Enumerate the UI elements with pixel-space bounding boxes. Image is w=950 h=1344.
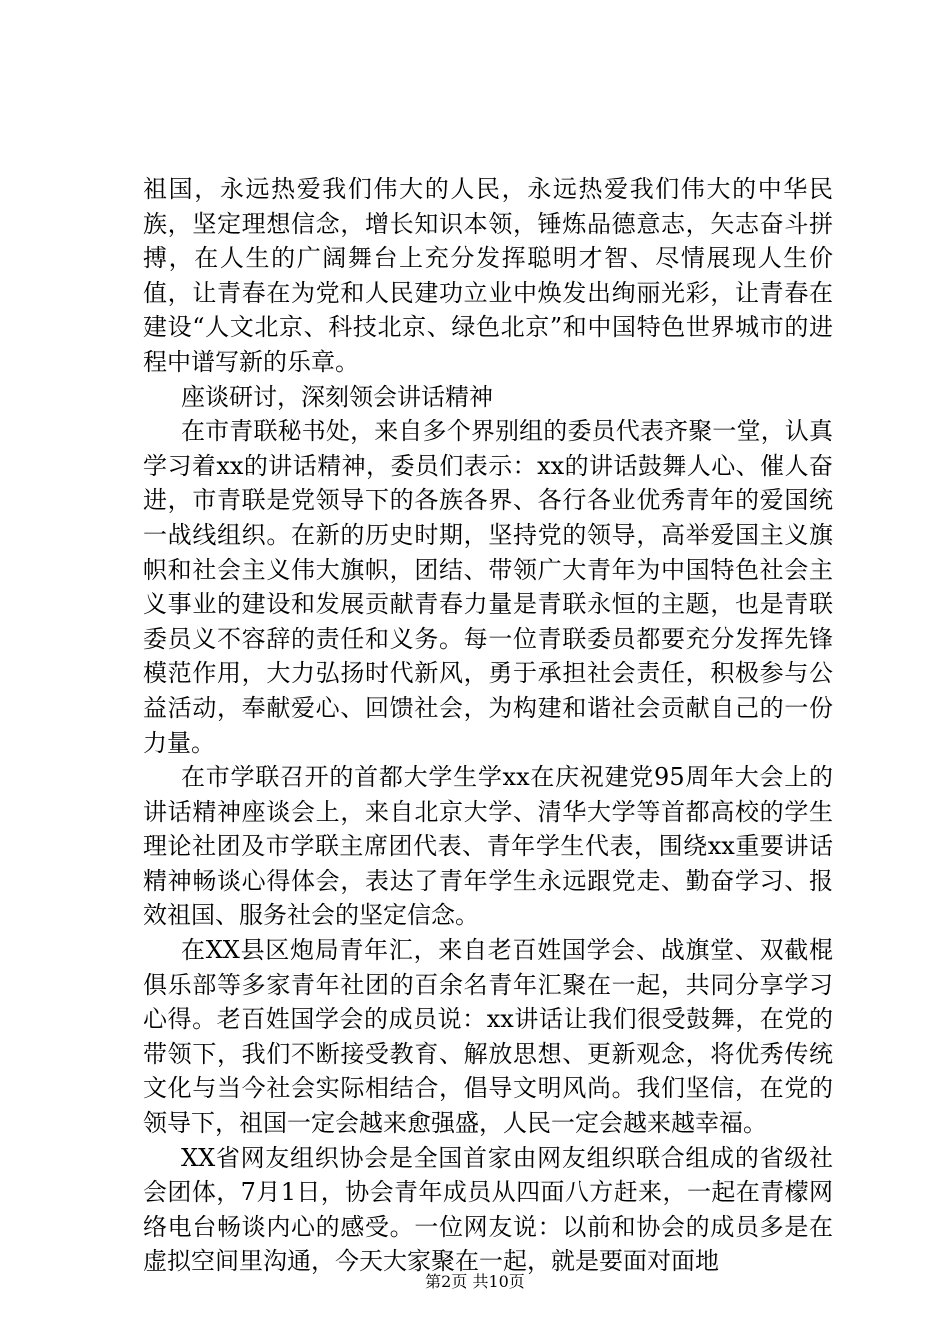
page-number-footer: 第2页 共10页 [425,1272,525,1291]
paragraph-netizen-association: XX省网友组织协会是全国首家由网友组织联合组成的省级社会团体，7月1日，协会青年成员从四面八方赶来，一起在青檬网络电台畅谈内心的感受。一位网友说：以前和协会的成员多是在虚拟空间里沟通，今天大家聚在一起，就是要面对面地 [143,1143,833,1276]
section-heading: 座谈研讨，深刻领会讲话精神 [181,382,493,411]
paragraph-youth-club: 在XX县区炮局青年汇，来自老百姓国学会、战旗堂、双截棍俱乐部等多家青年社团的百余名青年汇聚在一起，共同分享学习心得。老百姓国学会的成员说：xx讲话让我们很受鼓舞，在党的带领下，我们不断接受教育、解放思想、更新观念，将优秀传统文化与当今社会实际相结合，倡导文明风尚。我们坚信，在党的领导下，祖国一定会越来愈强盛，人民一定会越来越幸福。 [143,936,833,1138]
paragraph-youth-federation: 在市青联秘书处，来自多个界别组的委员代表齐聚一堂，认真学习着xx的讲话精神，委员们表示：xx的讲话鼓舞人心、催人奋进，市青联是党领导下的各族各界、各行各业优秀青年的爱国统一战线组织。在新的历史时期，坚持党的领导，高举爱国主义旗帜和社会主义伟大旗帜，团结、带领广大青年为中国特色社会主义事业的建设和发展贡献青春力量是青联永恒的主题，也是青联委员义不容辞的责任和义务。每一位青联委员都要充分发挥先锋模范作用，大力弘扬时代新风，勇于承担社会责任，积极参与公益活动，奉献爱心、回馈社会，为构建和谐社会贡献自己的一份力量。 [143,417,833,757]
paragraph-continuation: 祖国，永远热爱我们伟大的人民，永远热爱我们伟大的中华民族，坚定理想信念，增长知识本领，锤炼品德意志，矢志奋斗拼搏，在人生的广阔舞台上充分发挥聪明才智、尽情展现人生价值，让青春在为党和人民建功立业中焕发出绚丽光彩，让青春在建设“人文北京、科技北京、绿色北京”和中国特色世界城市的进程中谱写新的乐章。 [143,175,833,376]
document-body [143,172,833,1279]
paragraph-student-federation: 在市学联召开的首都大学生学xx在庆祝建党95周年大会上的讲话精神座谈会上，来自北京大学、清华大学等首都高校的学生理论社团及市学联主席团代表、青年学生代表，围绕xx重要讲话精神畅谈心得体会，表达了青年学生永远跟党走、勤奋学习、报效祖国、服务社会的坚定信念。 [143,763,833,930]
